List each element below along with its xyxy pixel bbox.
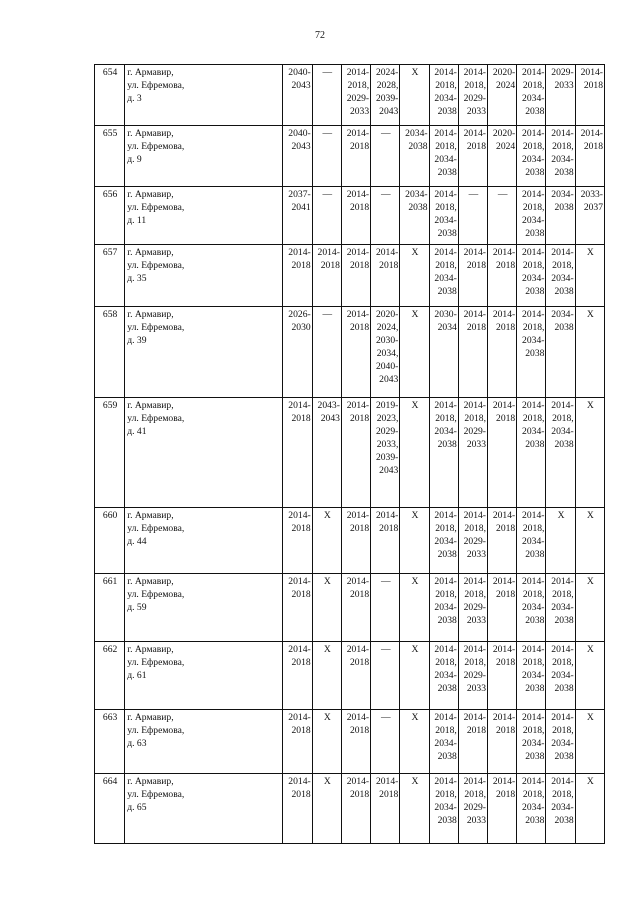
period-cell: 2014- 2018, 2034- 2038 bbox=[517, 398, 546, 508]
period-cell: 2024- 2028, 2039- 2043 bbox=[371, 65, 400, 126]
period-cell: X bbox=[400, 65, 429, 126]
period-cell: 2014- 2018 bbox=[283, 398, 312, 508]
period-cell: 2014- 2018, 2034- 2038 bbox=[546, 642, 575, 710]
period-cell: 2014- 2018, 2034- 2038 bbox=[546, 398, 575, 508]
page-number: 72 bbox=[315, 30, 325, 41]
address-cell: г. Армавир, ул. Ефремова, д. 65 bbox=[125, 774, 283, 844]
period-cell: 2014- 2018, 2029- 2033 bbox=[458, 65, 487, 126]
period-cell: 2014- 2018 bbox=[341, 398, 370, 508]
period-cell: 2014- 2018, 2029- 2033 bbox=[458, 642, 487, 710]
row-number: 656 bbox=[95, 187, 125, 245]
period-cell: 2019- 2023, 2029- 2033, 2039- 2043 bbox=[371, 398, 400, 508]
period-cell: 2014- 2018 bbox=[341, 508, 370, 574]
period-cell: 2014- 2018, 2034- 2038 bbox=[429, 710, 458, 774]
period-cell: 2014- 2018, 2029- 2033 bbox=[458, 398, 487, 508]
period-cell: X bbox=[575, 508, 604, 574]
period-cell: 2040- 2043 bbox=[283, 126, 312, 187]
period-cell: X bbox=[400, 642, 429, 710]
period-cell: X bbox=[400, 710, 429, 774]
table-body bbox=[95, 65, 605, 844]
period-cell: 2014- 2018 bbox=[283, 574, 312, 642]
period-cell: 2014- 2018 bbox=[371, 245, 400, 307]
period-cell: 2014- 2018, 2034- 2038 bbox=[429, 126, 458, 187]
period-cell: 2026- 2030 bbox=[283, 307, 312, 398]
table-row bbox=[95, 642, 605, 710]
period-cell: 2014- 2018 bbox=[283, 642, 312, 710]
period-cell: 2014- 2018 bbox=[488, 574, 517, 642]
period-cell: — bbox=[371, 574, 400, 642]
period-cell: 2014- 2018 bbox=[341, 126, 370, 187]
table-row bbox=[95, 307, 605, 398]
address-cell: г. Армавир, ул. Ефремова, д. 44 bbox=[125, 508, 283, 574]
period-cell: 2014- 2018, 2034- 2038 bbox=[429, 774, 458, 844]
address-cell: г. Армавир, ул. Ефремова, д. 61 bbox=[125, 642, 283, 710]
period-cell: 2014- 2018, 2034- 2038 bbox=[429, 508, 458, 574]
period-cell: X bbox=[312, 774, 341, 844]
period-cell: 2014- 2018, 2034- 2038 bbox=[429, 398, 458, 508]
period-cell: 2034- 2038 bbox=[546, 187, 575, 245]
period-cell: X bbox=[400, 307, 429, 398]
address-cell: г. Армавир, ул. Ефремова, д. 3 bbox=[125, 65, 283, 126]
period-cell: 2020- 2024 bbox=[488, 126, 517, 187]
period-cell: 2014- 2018 bbox=[341, 574, 370, 642]
period-cell: 2014- 2018, 2034- 2038 bbox=[546, 574, 575, 642]
period-cell: 2014- 2018 bbox=[341, 774, 370, 844]
period-cell: X bbox=[312, 710, 341, 774]
period-cell: 2014- 2018, 2034- 2038 bbox=[517, 710, 546, 774]
period-cell: X bbox=[312, 508, 341, 574]
period-cell: 2014- 2018, 2034- 2038 bbox=[517, 642, 546, 710]
address-cell: г. Армавир, ул. Ефремова, д. 11 bbox=[125, 187, 283, 245]
row-number: 662 bbox=[95, 642, 125, 710]
period-cell: 2014- 2018 bbox=[575, 65, 604, 126]
address-cell: г. Армавир, ул. Ефремова, д. 39 bbox=[125, 307, 283, 398]
table-row bbox=[95, 126, 605, 187]
period-cell: 2014- 2018, 2029- 2033 bbox=[341, 65, 370, 126]
table-row bbox=[95, 508, 605, 574]
period-cell: 2014- 2018, 2029- 2033 bbox=[458, 508, 487, 574]
table-row bbox=[95, 398, 605, 508]
period-cell: 2030- 2034 bbox=[429, 307, 458, 398]
period-cell: 2014- 2018, 2034- 2038 bbox=[429, 642, 458, 710]
period-cell: 2014- 2018 bbox=[341, 307, 370, 398]
period-cell: — bbox=[312, 187, 341, 245]
period-cell: 2014- 2018, 2034- 2038 bbox=[517, 187, 546, 245]
period-cell: X bbox=[400, 508, 429, 574]
period-cell: 2014- 2018, 2034- 2038 bbox=[429, 65, 458, 126]
period-cell: 2037- 2041 bbox=[283, 187, 312, 245]
period-cell: 2014- 2018 bbox=[283, 774, 312, 844]
period-cell: 2034- 2038 bbox=[546, 307, 575, 398]
period-cell: 2029- 2033 bbox=[546, 65, 575, 126]
period-cell: 2014- 2018 bbox=[488, 642, 517, 710]
address-cell: г. Армавир, ул. Ефремова, д. 59 bbox=[125, 574, 283, 642]
period-cell: — bbox=[371, 642, 400, 710]
table-row bbox=[95, 65, 605, 126]
period-cell: X bbox=[575, 307, 604, 398]
period-cell: 2014- 2018, 2034- 2038 bbox=[517, 245, 546, 307]
period-cell: X bbox=[400, 245, 429, 307]
address-cell: г. Армавир, ул. Ефремова, д. 35 bbox=[125, 245, 283, 307]
period-cell: X bbox=[312, 574, 341, 642]
address-cell: г. Армавир, ул. Ефремова, д. 9 bbox=[125, 126, 283, 187]
period-cell: X bbox=[575, 574, 604, 642]
row-number: 663 bbox=[95, 710, 125, 774]
period-cell: — bbox=[371, 187, 400, 245]
period-cell: 2014- 2018 bbox=[341, 642, 370, 710]
period-cell: 2040- 2043 bbox=[283, 65, 312, 126]
period-cell: X bbox=[400, 398, 429, 508]
period-cell: 2014- 2018 bbox=[575, 126, 604, 187]
period-cell: X bbox=[575, 398, 604, 508]
period-cell: 2014- 2018, 2034- 2038 bbox=[429, 187, 458, 245]
table-row bbox=[95, 710, 605, 774]
row-number: 657 bbox=[95, 245, 125, 307]
period-cell: X bbox=[400, 574, 429, 642]
period-cell: 2014- 2018 bbox=[283, 245, 312, 307]
period-cell: 2043- 2043 bbox=[312, 398, 341, 508]
row-number: 655 bbox=[95, 126, 125, 187]
period-cell: 2034- 2038 bbox=[400, 126, 429, 187]
period-cell: X bbox=[575, 245, 604, 307]
period-cell: X bbox=[575, 642, 604, 710]
period-cell: 2014- 2018, 2034- 2038 bbox=[517, 65, 546, 126]
period-cell: 2014- 2018, 2034- 2038 bbox=[517, 126, 546, 187]
period-cell: 2014- 2018 bbox=[371, 508, 400, 574]
period-cell: X bbox=[575, 710, 604, 774]
period-cell: 2014- 2018 bbox=[488, 774, 517, 844]
period-cell: 2014- 2018, 2034- 2038 bbox=[429, 574, 458, 642]
period-cell: 2014- 2018, 2029- 2033 bbox=[458, 774, 487, 844]
period-cell: 2014- 2018 bbox=[488, 245, 517, 307]
capital-repair-schedule-table bbox=[94, 64, 605, 844]
period-cell: 2014- 2018 bbox=[312, 245, 341, 307]
row-number: 661 bbox=[95, 574, 125, 642]
period-cell: — bbox=[312, 126, 341, 187]
period-cell: 2014- 2018, 2034- 2038 bbox=[546, 774, 575, 844]
period-cell: 2014- 2018, 2029- 2033 bbox=[458, 574, 487, 642]
row-number: 660 bbox=[95, 508, 125, 574]
period-cell: 2014- 2018 bbox=[488, 398, 517, 508]
period-cell: 2014- 2018, 2034- 2038 bbox=[546, 245, 575, 307]
period-cell: 2014- 2018, 2034- 2038 bbox=[546, 126, 575, 187]
period-cell: — bbox=[371, 126, 400, 187]
period-cell: 2014- 2018, 2034- 2038 bbox=[517, 574, 546, 642]
period-cell: 2014- 2018 bbox=[458, 710, 487, 774]
period-cell: 2014- 2018 bbox=[283, 508, 312, 574]
period-cell: 2014- 2018, 2034- 2038 bbox=[429, 245, 458, 307]
period-cell: 2014- 2018 bbox=[371, 774, 400, 844]
period-cell: — bbox=[488, 187, 517, 245]
address-cell: г. Армавир, ул. Ефремова, д. 41 bbox=[125, 398, 283, 508]
period-cell: 2014- 2018 bbox=[341, 710, 370, 774]
period-cell: 2014- 2018, 2034- 2038 bbox=[517, 508, 546, 574]
table-row bbox=[95, 187, 605, 245]
period-cell: 2020- 2024 bbox=[488, 65, 517, 126]
period-cell: 2020- 2024, 2030- 2034, 2040- 2043 bbox=[371, 307, 400, 398]
period-cell: 2014- 2018 bbox=[458, 126, 487, 187]
row-number: 654 bbox=[95, 65, 125, 126]
period-cell: 2014- 2018 bbox=[458, 245, 487, 307]
period-cell: 2034- 2038 bbox=[400, 187, 429, 245]
period-cell: 2014- 2018 bbox=[488, 710, 517, 774]
row-number: 658 bbox=[95, 307, 125, 398]
row-number: 659 bbox=[95, 398, 125, 508]
period-cell: — bbox=[458, 187, 487, 245]
period-cell: 2014- 2018 bbox=[488, 307, 517, 398]
period-cell: 2014- 2018 bbox=[458, 307, 487, 398]
period-cell: — bbox=[312, 65, 341, 126]
table-row bbox=[95, 774, 605, 844]
period-cell: 2014- 2018, 2034- 2038 bbox=[517, 774, 546, 844]
row-number: 664 bbox=[95, 774, 125, 844]
table-row bbox=[95, 574, 605, 642]
period-cell: 2014- 2018 bbox=[283, 710, 312, 774]
period-cell: X bbox=[575, 774, 604, 844]
period-cell: X bbox=[312, 642, 341, 710]
table-row bbox=[95, 245, 605, 307]
period-cell: X bbox=[546, 508, 575, 574]
period-cell: 2033- 2037 bbox=[575, 187, 604, 245]
period-cell: — bbox=[371, 710, 400, 774]
period-cell: 2014- 2018 bbox=[488, 508, 517, 574]
period-cell: X bbox=[400, 774, 429, 844]
period-cell: 2014- 2018 bbox=[341, 245, 370, 307]
period-cell: — bbox=[312, 307, 341, 398]
period-cell: 2014- 2018, 2034- 2038 bbox=[546, 710, 575, 774]
address-cell: г. Армавир, ул. Ефремова, д. 63 bbox=[125, 710, 283, 774]
period-cell: 2014- 2018 bbox=[341, 187, 370, 245]
period-cell: 2014- 2018, 2034- 2038 bbox=[517, 307, 546, 398]
